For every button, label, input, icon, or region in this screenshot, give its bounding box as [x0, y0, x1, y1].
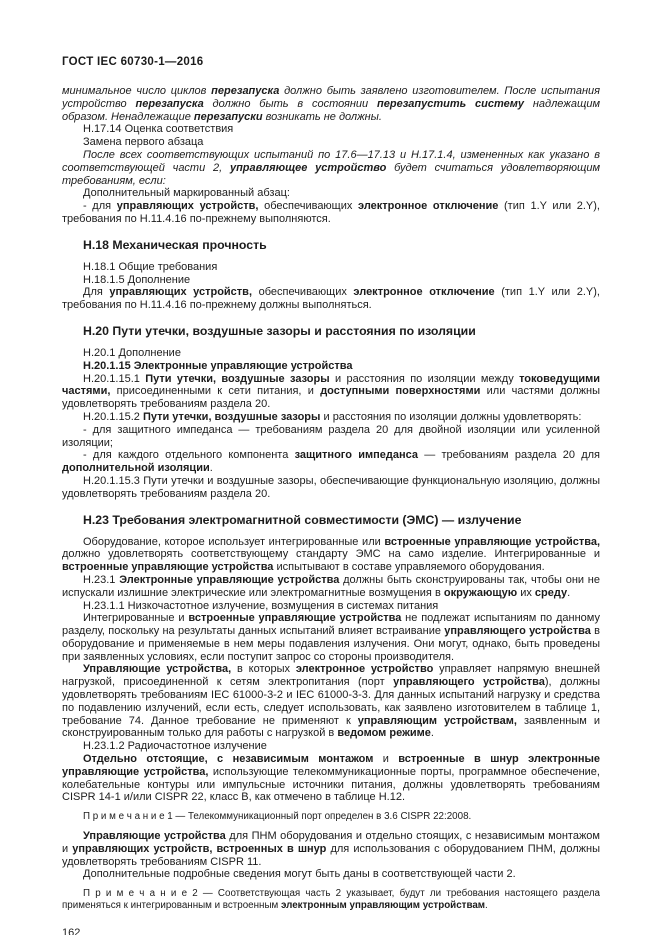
bold-term: Электронные управляющие устройства: [119, 573, 340, 586]
text-run: присоединенными к сети питания, и: [110, 385, 321, 398]
text-run: и: [373, 753, 399, 766]
paragraph: [62, 373, 600, 411]
paragraph: [62, 85, 600, 123]
paragraph: [62, 830, 600, 868]
paragraph: [62, 536, 600, 574]
bold-term: встроенные в шнур электронные управляющие устройства,: [62, 753, 600, 778]
text-run: будет считаться удовлетворяющим требованиям, если:: [62, 161, 600, 187]
bold-term: электронное устройство: [295, 663, 434, 676]
section-heading: [62, 513, 600, 528]
paragraph: [62, 574, 600, 600]
text-run: П р и м е ч а н и е 1 — Телекоммуникационный порт определен в 3.6 CISPR 22:2008.: [83, 811, 472, 823]
bold-term: защитного импеданса: [294, 449, 418, 462]
paragraph: [62, 136, 600, 149]
bold-term: Пути утечки, воздушные зазоры: [142, 410, 321, 423]
text-run: .: [485, 900, 488, 912]
paragraph: [62, 753, 600, 804]
bold-term: токоведущими частями,: [62, 372, 601, 398]
text-run: возникать не должны.: [262, 110, 382, 123]
bold-term: управляющее устройство: [229, 161, 387, 174]
bold-term: перезапуска: [211, 85, 280, 97]
text-run: Н.20 Пути утечки, воздушные зазоры и расстояния по изоляции: [83, 323, 476, 338]
paragraph: [62, 360, 600, 373]
text-run: - для защитного импеданса — требованиям раздела 20 для двойной изоляции или усиленной изоляции;: [62, 423, 600, 449]
bold-term: перезапуски: [193, 110, 263, 123]
text-run: .: [567, 586, 571, 599]
paragraph: [62, 868, 600, 881]
text-run: Дополнительные подробные сведения могут быть даны в соответствующей части 2.: [83, 868, 516, 881]
text-run: Н.23.1.2 Радиочастотное излучение: [83, 740, 267, 753]
text-run: Н.23 Требования электромагнитной совместимости (ЭМС) — излучение: [83, 512, 522, 527]
section-heading: [62, 238, 600, 253]
text-run: обеспечивающих: [252, 286, 354, 299]
section-heading: [62, 324, 600, 339]
text-run: должно быть в состоянии: [203, 97, 378, 110]
bold-term: Н.20.1.15 Электронные управляющие устройства: [83, 359, 353, 372]
text-run: заявленным и сконструированным только для работы с нагрузкой в: [62, 714, 600, 740]
text-run: Н.20.1.15.1: [83, 372, 146, 385]
paragraph: [62, 261, 600, 274]
note-paragraph: [62, 888, 600, 912]
paragraph: [62, 187, 600, 200]
bold-term: Управляющие устройства,: [83, 663, 232, 676]
text-run: должны быть сконструированы так, чтобы они не испускали излишние электрические или электромагнитные возмущения в: [62, 573, 601, 599]
bold-term: управляющих устройств,: [109, 286, 253, 299]
paragraph: [62, 612, 600, 663]
bold-term: ведомом режиме: [337, 727, 431, 740]
bold-term: управляющим устройствам,: [357, 714, 517, 727]
text-run: - для каждого отдельного компонента: [83, 449, 295, 462]
text-run: в которых: [231, 663, 296, 676]
text-run: надлежащим образом. Ненадлежащие: [62, 97, 600, 123]
bold-term: Управляющие устройства: [83, 830, 226, 843]
text-run: .: [430, 727, 434, 740]
text-run: Дополнительный маркированный абзац:: [83, 187, 290, 200]
text-run: для использования с оборудованием ПНМ, должны удовлетворять требованиям CISPR 11.: [62, 842, 601, 868]
text-run: — требованиям раздела 20 для: [417, 449, 600, 462]
bold-term: электронное отключение: [358, 200, 499, 213]
paragraph: [62, 663, 600, 740]
bold-term: электронное отключение: [353, 286, 495, 299]
paragraph: [62, 411, 600, 424]
paragraph: [62, 600, 600, 613]
text-run: использующие телекоммуникационные порты, программное обеспечение, колебательные контуры или импульсные источники питания, должны удовлетворять требованиям CISPR 14-1 и/или CISPR 22, класс В, как отмечено в таблице Н.12.: [62, 765, 600, 804]
text-run: Н.18.1.5 Дополнение: [83, 273, 191, 286]
text-run: Н.18.1 Общие требования: [83, 260, 218, 273]
text-run: их: [517, 586, 535, 599]
text-run: Н.17.14 Оценка соответствия: [83, 123, 234, 136]
bold-term: дополнительной изоляции: [62, 462, 210, 475]
bold-term: окружающую: [443, 586, 518, 599]
document-title: ГОСТ IEC 60730-1—2016: [62, 56, 204, 68]
bold-term: встроенные управляющие устройства: [188, 612, 402, 625]
paragraph: [62, 424, 600, 450]
bold-term: перезапуска: [135, 97, 204, 110]
bold-term: доступными поверхностями: [320, 385, 481, 398]
text-run: Для: [83, 286, 110, 299]
text-run: или частями должны удовлетворять требованиям раздела 20.: [62, 385, 601, 411]
paragraph: [62, 149, 600, 187]
text-run: - для: [83, 200, 117, 213]
text-run: (тип 1.Y или 2.Y), требования по Н.11.4.16 по-прежнему выполняются.: [62, 200, 600, 225]
text-run: минимальное число циклов: [62, 85, 212, 97]
text-run: ), должны удовлетворять требованиям IEC 61000-3-2 и IEC 61000-3-3. Для данных испытаний нагрузку и средства по подавлению излучений, если есть, следует использовать, как заявлено изготовителем в таблице 1, требование 74. Данное требование не применяют к: [62, 676, 601, 727]
text-run: в оборудование и применяемые в нем меры подавления излучения. Они могут, однако, быть проведены при заявленных условиях, если поступит запрос со стороны производителя.: [62, 625, 600, 663]
bold-term: среду: [534, 586, 568, 599]
text-run: Интегрированные и: [83, 612, 189, 625]
paragraph: [62, 274, 600, 287]
paragraph: [62, 740, 600, 753]
text-run: и расстояния по изоляции должны удовлетворять:: [320, 410, 582, 423]
text-run: Н.23.1.1 Низкочастотное излучение, возмущения в системах питания: [83, 599, 439, 612]
text-run: должно быть заявлено изготовителем. После испытания устройство: [62, 85, 600, 110]
text-run: испытывают в составе управляемого оборудования.: [273, 561, 545, 574]
text-run: обеспечивающих: [258, 200, 359, 213]
bold-term: электронным управляющим устройствам: [280, 900, 486, 912]
paragraph: [62, 200, 600, 226]
bold-term: встроенные управляющие устройства,: [384, 535, 601, 548]
paragraph: [62, 286, 600, 312]
paragraph: [62, 347, 600, 360]
note-paragraph: [62, 811, 600, 823]
text-run: Н.20.1 Дополнение: [83, 346, 181, 359]
text-run: не подлежат испытаниям по данному разделу, поскольку на результаты данных испытаний влияет встраивание: [62, 612, 600, 638]
bold-term: Отдельно отстоящие, с независимым монтажом: [83, 753, 374, 766]
bold-term: Пути утечки, воздушные зазоры: [145, 372, 330, 385]
text-run: (тип 1.Y или 2.Y), требования по Н.11.4.16 по-прежнему должны выполняться.: [62, 286, 600, 312]
document-content: [62, 85, 600, 912]
text-run: Н.20.1.15.3 Пути утечки и воздушные зазоры, обеспечивающие функциональную изоляцию, должны удовлетворять требованиям раздела 20.: [62, 474, 600, 500]
text-run: Н.20.1.15.2: [83, 410, 143, 423]
text-run: для ПНМ оборудования и отдельно стоящих, с независимым монтажом и: [62, 830, 600, 855]
bold-term: управляющего устройства: [393, 676, 545, 689]
bold-term: перезапустить систему: [377, 97, 524, 110]
text-run: После всех соответствующих испытаний по 17.6—17.13 и Н.17.1.4, измененных как указано в соответствующей части 2,: [62, 148, 600, 174]
bold-term: управляющих устройств,: [116, 200, 259, 213]
text-run: Оборудование, которое использует интегрированные или: [83, 535, 385, 548]
bold-term: встроенные управляющие устройства: [62, 561, 274, 574]
text-run: Н.23.1: [83, 573, 120, 586]
text-run: .: [209, 462, 213, 475]
text-run: П р и м е ч а н и е 2 — Соответствующая часть 2 указывает, будут ли требования настоящего раздела применяться к интегрированным и встроенным: [62, 888, 600, 912]
paragraph: [62, 475, 600, 501]
bold-term: управляющих устройств, встроенных в шнур: [72, 842, 327, 855]
bold-term: управляющего устройства: [444, 625, 591, 638]
paragraph: [62, 449, 600, 475]
text-run: Замена первого абзаца: [83, 136, 204, 149]
text-run: и расстояния по изоляции между: [329, 372, 520, 385]
paragraph: [62, 123, 600, 136]
text-run: должно удовлетворять соответствующему стандарту ЭМС на само изделие. Интегрированные и: [62, 548, 600, 561]
page-number: 162: [62, 926, 81, 935]
text-run: Н.18 Механическая прочность: [83, 237, 267, 252]
text-run: управляет напрямую внешней нагрузкой, присоединенной к сетям электропитания (порт: [62, 663, 600, 689]
